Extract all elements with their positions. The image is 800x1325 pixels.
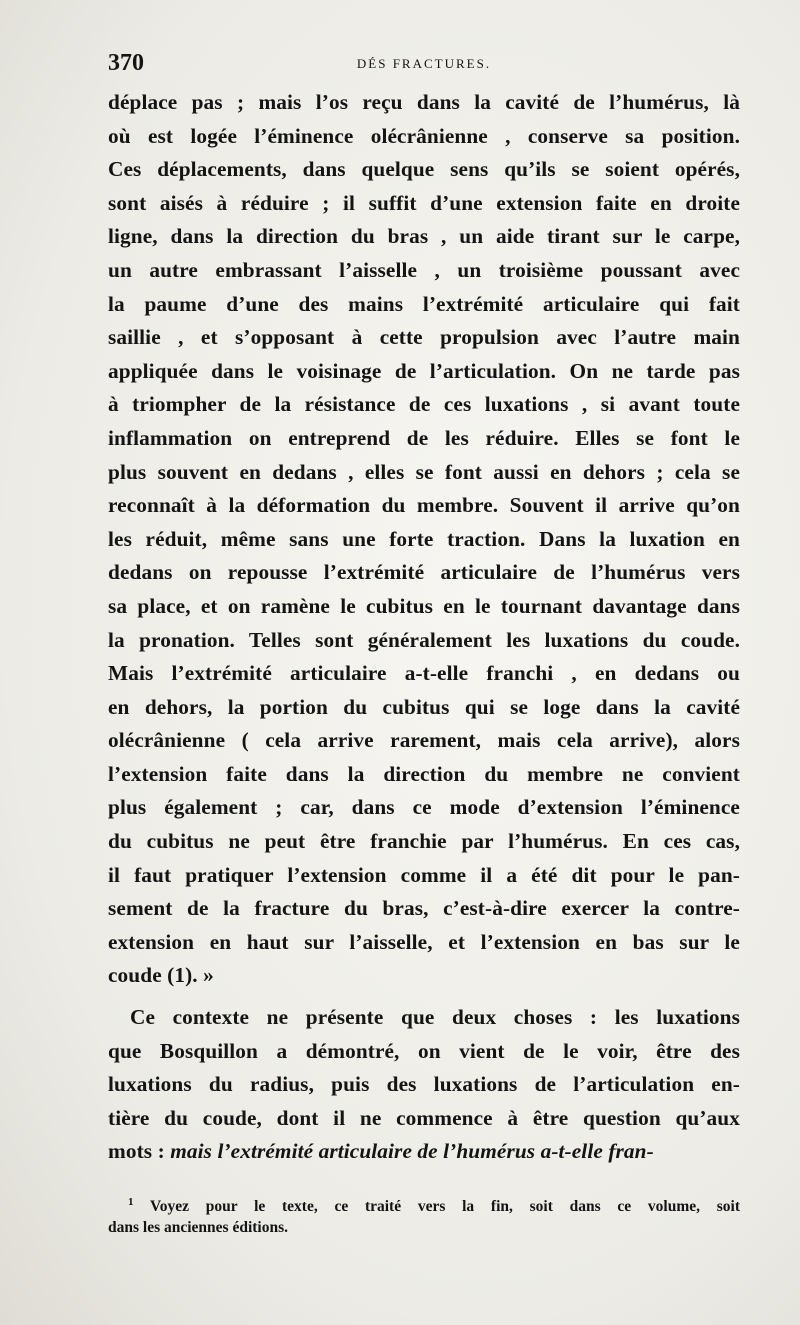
text-line: luxations du radius, puis des luxations de l’articulation en- — [108, 1072, 740, 1097]
text-line: Ce contexte ne présente que deux choses : les luxations — [130, 1005, 740, 1030]
footnote — [108, 1190, 740, 1240]
text-line: où est logée l’éminence olécrânienne , conserve sa position. — [108, 123, 740, 148]
text-line: sont aisés à réduire ; il suffit d’une extension faite en droite — [108, 190, 740, 215]
text-line — [108, 1135, 740, 1169]
italic-quote: mais l’extrémité articulaire de l’humérus a-t-elle fran- — [170, 1139, 654, 1164]
page-header — [108, 50, 740, 84]
text-line: saillie , et s’opposant à cette propulsion avec l’autre main — [108, 325, 740, 350]
footnote-mark: 1 — [128, 1196, 134, 1208]
text-line: l’extension faite dans la direction du membre ne convient — [108, 761, 740, 786]
text-line: extension en haut sur l’aisselle, et l’extension en bas sur le — [108, 929, 740, 954]
text-line: appliquée dans le voisinage de l’articulation. On ne tarde pas — [108, 358, 740, 383]
running-head: DÉS FRACTURES. — [356, 56, 492, 71]
text-line: sa place, et on ramène le cubitus en le tournant davantage dans — [108, 593, 740, 618]
text-line: que Bosquillon a démontré, on vient de le voir, être des — [108, 1038, 740, 1063]
footnote-line: dans les anciennes éditions. — [108, 1219, 289, 1236]
footnote-line — [108, 1190, 740, 1215]
text-line: à triompher de la résistance de ces luxations , si avant toute — [108, 392, 740, 417]
text-line: coude (1). » — [108, 963, 214, 988]
paragraph-2 — [108, 1001, 740, 1135]
text-line: un autre embrassant l’aisselle , un troisième poussant avec — [108, 257, 740, 282]
text-line: sement de la fracture du bras, c’est-à-dire exercer la contre- — [108, 896, 740, 921]
text-line: olécrânienne ( cela arrive rarement, mais cela arrive), alors — [108, 728, 740, 753]
text-line: les réduit, même sans une forte traction. Dans la luxation en — [108, 526, 740, 551]
footnote-text: Voyez pour le texte, ce traité vers la fin, soit dans ce volume, soit — [149, 1198, 740, 1216]
text-line: reconnaît à la déformation du membre. Souvent il arrive qu’on — [108, 493, 740, 518]
paragraph-1 — [108, 86, 740, 993]
text-line: Ces déplacements, dans quelque sens qu’ils se soient opérés, — [108, 157, 740, 182]
text-line: plus souvent en dedans , elles se font aussi en dehors ; cela se — [108, 459, 740, 484]
page-number: 370 — [108, 50, 144, 76]
text-line: ligne, dans la direction du bras , un aide tirant sur le carpe, — [108, 224, 740, 249]
text-line: dedans on repousse l’extrémité articulaire de l’humérus vers — [108, 560, 740, 585]
text-line: du cubitus ne peut être franchie par l’humérus. En ces cas, — [108, 829, 740, 854]
text-line: plus également ; car, dans ce mode d’extension l’éminence — [108, 795, 740, 820]
text-line: déplace pas ; mais l’os reçu dans la cavité de l’humérus, là — [108, 90, 740, 114]
text-line: en dehors, la portion du cubitus qui se loge dans la cavité — [108, 694, 740, 719]
text-line: la pronation. Telles sont généralement les luxations du coude. — [108, 627, 740, 652]
text-line: tière du coude, dont il ne commence à être question qu’aux — [108, 1105, 740, 1130]
text-segment: mots : — [108, 1139, 171, 1164]
body-text — [108, 86, 740, 1169]
text-line: inflammation on entreprend de les réduire. Elles se font le — [108, 425, 740, 450]
text-line: la paume d’une des mains l’extrémité articulaire qui fait — [108, 291, 740, 316]
text-line: Mais l’extrémité articulaire a-t-elle franchi , en dedans ou — [108, 661, 740, 686]
text-line: il faut pratiquer l’extension comme il a été dit pour le pan- — [108, 862, 740, 887]
